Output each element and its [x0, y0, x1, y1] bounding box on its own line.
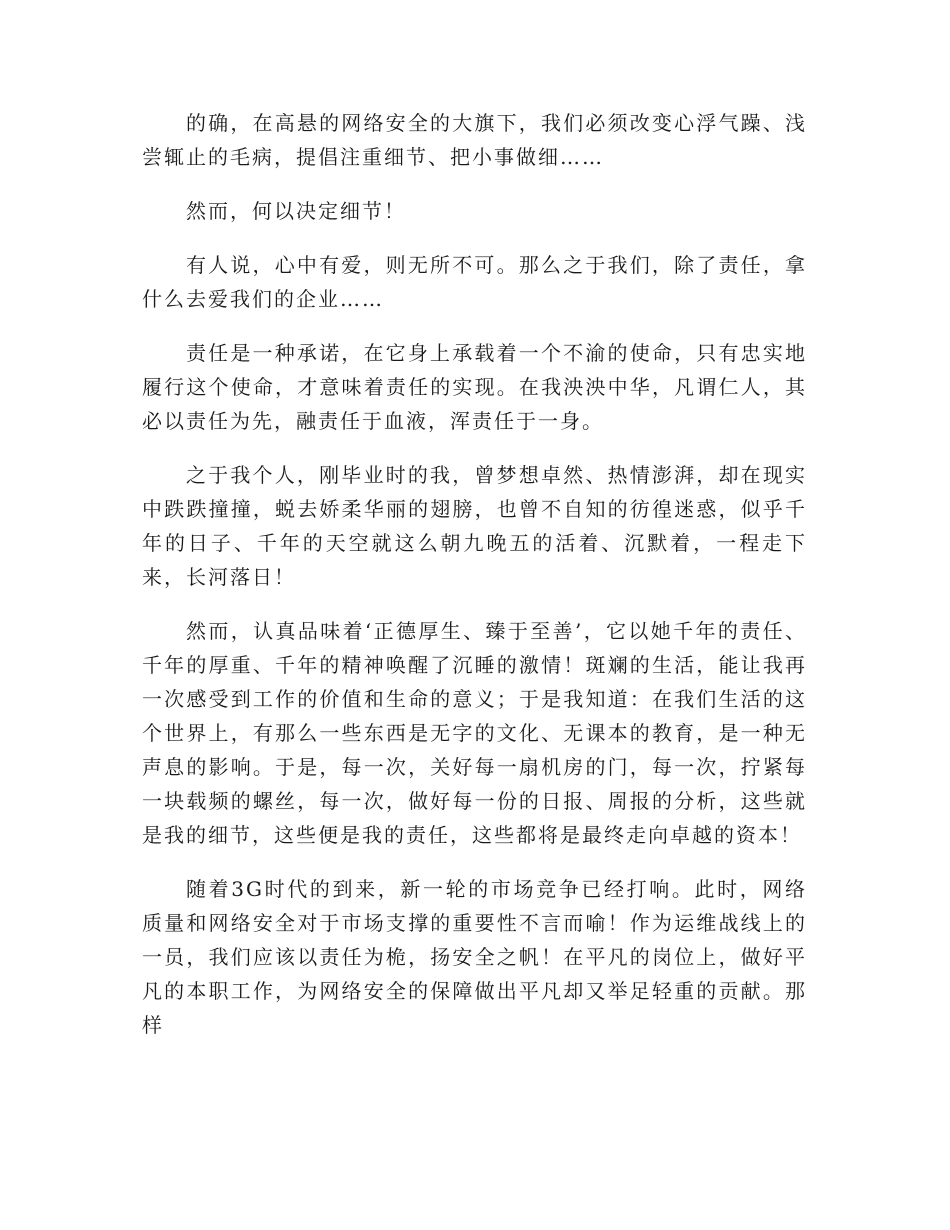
document-body: [142, 106, 807, 1062]
paragraph-6: 然而，认真品味着‘正德厚生、臻于至善’，它以她千年的责任、千年的厚重、千年的精神唤醒了沉睡的激情！斑斓的生活，能让我再一次感受到工作的价值和生命的意义；于是我知道：在我们生活的这个世界上，有那么一些东西是无字的文化、无课本的教育，是一种无声息的影响。于是，每一次，关好每一扇机房的门，每一次，拧紧每一块载频的螺丝，每一次，做好每一份的日报、周报的分析，这些就是我的细节，这些便是我的责任，这些都将是最终走向卓越的资本！: [142, 619, 807, 847]
paragraph-7: 随着3G时代的到来，新一轮的市场竞争已经打响。此时，网络质量和网络安全对于市场支撑的重要性不言而喻！作为运维战线上的一员，我们应该以责任为桅，扬安全之帆！在平凡的岗位上，做好平凡的本职工作，为网络安全的保障做出平凡却又举足轻重的贡献。那样: [142, 877, 807, 1037]
paragraph-5: 之于我个人，刚毕业时的我，曾梦想卓然、热情澎湃，却在现实中跌跌撞撞，蜕去娇柔华丽的翅膀，也曾不自知的彷徨迷惑，似乎千年的日子、千年的天空就这么朝九晚五的活着、沉默着，一程走下来，长河落日！: [142, 463, 807, 589]
paragraph-4: 责任是一种承诺，在它身上承载着一个不渝的使命，只有忠实地履行这个使命，才意味着责任的实现。在我泱泱中华，凡谓仁人，其必以责任为先，融责任于血液，浑责任于一身。: [142, 341, 807, 433]
paragraph-2: 然而，何以决定细节！: [186, 199, 406, 223]
paragraph-1: 的确，在高悬的网络安全的大旗下，我们必须改变心浮气躁、浅尝辄止的毛病，提倡注重细节、把小事做细……: [142, 111, 807, 169]
paragraph-3: 有人说，心中有爱，则无所不可。那么之于我们，除了责任，拿什么去爱我们的企业……: [142, 253, 807, 311]
